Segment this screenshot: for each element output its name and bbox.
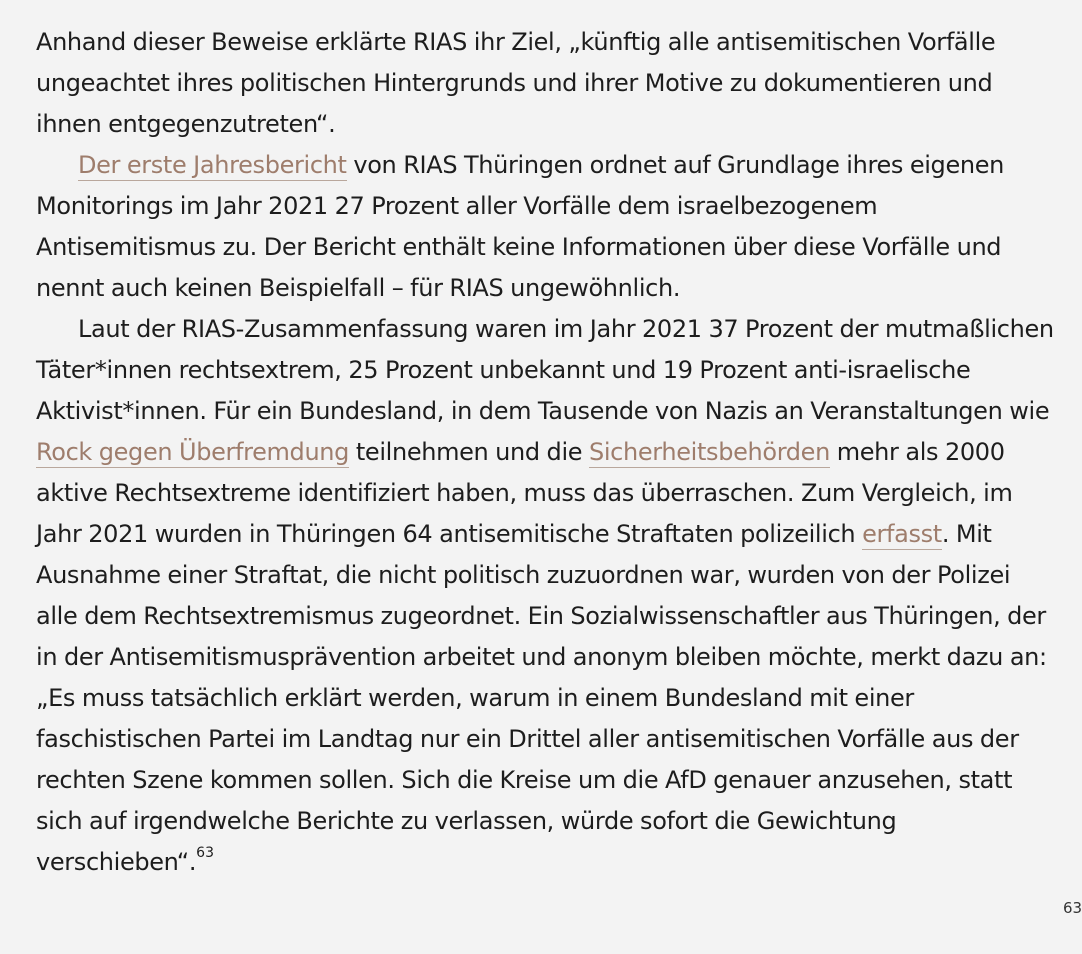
link-sicherheitsbehoerden[interactable]: Sicherheitsbehörden [588, 438, 830, 466]
paragraph-rias-goal [36, 22, 1056, 145]
paragraph-rias-summary [36, 309, 1056, 883]
link-erfasst[interactable]: erfasst [862, 520, 942, 548]
footnote-reference[interactable]: 63 [196, 845, 214, 861]
paragraph-text: Anhand dieser Beweise erklärte RIAS ihr Ziel, „künftig alle antisemitischen Vorfälle ungeachtet ihres politischen Hintergrunds und ihrer Motive zu dokumentieren und ihnen entgegenzutreten“. [36, 28, 996, 138]
paragraph-text: mehr als 2000 aktive Rechtsextreme identifiziert haben, muss das überraschen. Zum Vergleich, im Jahr 2021 wurden in Thüringen 64 antisemitische Straftaten polizeilich [36, 438, 1013, 548]
paragraph-jahresbericht [36, 145, 1056, 309]
paragraph-text: von RIAS Thüringen ordnet auf Grundlage ihres eigenen Monitorings im Jahr 2021 27 Prozent aller Vorfälle dem israelbezogenem Antisemitismus zu. Der Bericht enthält keine Informationen über diese Vorfälle und nennt auch keinen Beispielfall – für RIAS ungewöhnlich. [36, 151, 1004, 302]
paragraph-text: . Mit Ausnahme einer Straftat, die nicht politisch zuzuordnen war, wurden von der Polizei alle dem Rechtsextremismus zugeordnet. Ein Sozialwissenschaftler aus Thüringen, der in der Antisemitismusprävention arbeitet und anonym bleiben möchte, merkt dazu an: „Es muss tatsächlich erklärt werden, warum in einem Bundesland mit einer faschistischen Partei im Landtag nur ein Drittel aller antisemitischen Vorfälle aus der rechten Szene kommen sollen. Sich die Kreise um die AfD genauer anzusehen, statt sich auf irgendwelche Berichte zu verlassen, würde sofort die Gewichtung verschieben“. [36, 520, 1047, 876]
link-rock-gegen-ueberfremdung[interactable]: Rock gegen Überfremdung [36, 438, 350, 466]
margin-footnote-marker[interactable]: 63 [1063, 899, 1082, 917]
link-jahresbericht[interactable]: Der erste Jahresbericht [78, 151, 347, 179]
paragraph-text: teilnehmen und die [349, 438, 589, 466]
article-body [36, 22, 1056, 883]
paragraph-text: Laut der RIAS-Zusammenfassung waren im Jahr 2021 37 Prozent der mutmaßlichen Täter*innen rechtsextrem, 25 Prozent unbekannt und 19 Prozent anti-israelische Aktivist*innen. Für ein Bundesland, in dem Tausende von Nazis an Veranstaltungen wie [36, 315, 1054, 425]
